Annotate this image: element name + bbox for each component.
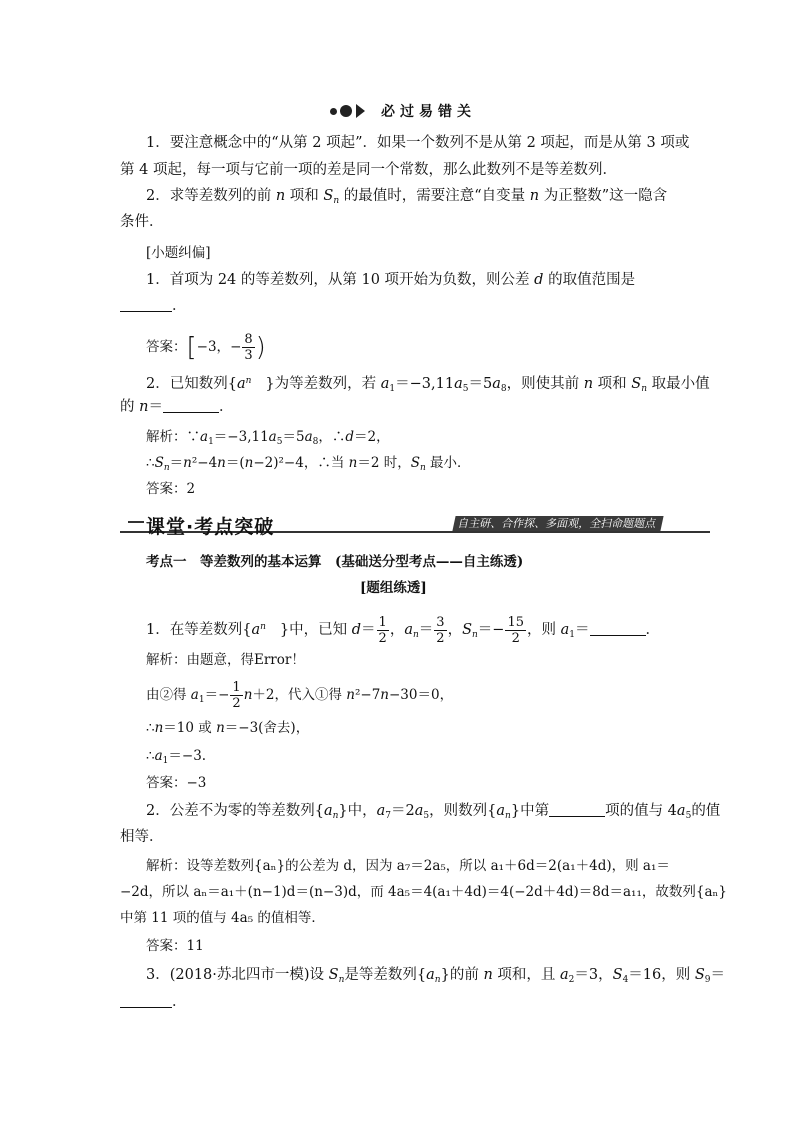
problem-1-solution-4: $\therefore a_1=-3$. bbox=[146, 748, 207, 766]
note-1-line-2: 第 4 项起，每一项与它前一项的差是同一个常数，那么此数列不是等差数列． bbox=[120, 162, 617, 178]
fraction bbox=[505, 615, 526, 646]
problem-1-solution-2: 由②得 $a_1=-$ $\frac{1}{2}$ n＋2，代入①得 n²−7n−30＝0， bbox=[146, 680, 454, 711]
text: 项和，且 bbox=[492, 967, 560, 983]
numerator: 1 bbox=[378, 614, 387, 630]
text: 的值 bbox=[691, 803, 721, 819]
fraction bbox=[377, 615, 389, 646]
problem-2-line-2: 相等． bbox=[120, 829, 164, 845]
text: ＝2 时， bbox=[357, 455, 411, 471]
text: ＝ bbox=[710, 967, 726, 983]
text: ＝10 或 bbox=[163, 720, 217, 736]
text: 的 bbox=[120, 399, 140, 415]
section-badge bbox=[330, 100, 482, 122]
text: ，则数列{ bbox=[429, 803, 497, 819]
topic-title: 考点一 等差数列的基本运算 (基础送分型考点——自主练透) bbox=[146, 554, 524, 570]
fraction bbox=[230, 680, 242, 711]
text: 3．(2018·苏北四市一模)设 bbox=[146, 967, 329, 983]
problem-3-line-2: ． bbox=[120, 992, 187, 1012]
text: ＝−3,11 bbox=[213, 429, 269, 445]
problem-1-solution-3: ∴n＝10 或 n＝−3(舍去)， bbox=[146, 720, 310, 736]
text: 2．求等差数列的前 bbox=[146, 188, 276, 204]
text: 是等差数列{ bbox=[344, 967, 427, 983]
text: }中，已知 bbox=[279, 622, 352, 638]
question-2-line-1: 2．已知数列{$a^n$ }为等差数列，若 $a_1=-3,11a_5=5a_8$，则使其前 n 项和 $S_n$ 取最小值 bbox=[146, 376, 710, 394]
denominator: 2 bbox=[436, 630, 445, 646]
problem-1-solution-1: 解析：由题意，得Error！ bbox=[146, 652, 305, 668]
text: }中第 bbox=[510, 803, 550, 819]
text: ＝( bbox=[225, 455, 245, 471]
numerator: 8 bbox=[244, 332, 253, 347]
text: ＝ bbox=[169, 455, 184, 471]
note-2-line-1: 2．求等差数列的前 n 项和 $S_n$ 的最值时，需要注意“自变量 n 为正整数”这一隐含 bbox=[146, 188, 668, 206]
text: 的取值范围是 bbox=[543, 272, 636, 288]
var-S: S bbox=[323, 188, 334, 204]
question-2-line-2: 的 n＝ ． bbox=[120, 399, 234, 415]
question-1 bbox=[146, 270, 635, 290]
answer-blank bbox=[163, 398, 219, 413]
badge-title: 必过易错关 bbox=[381, 104, 476, 120]
large-dot-icon bbox=[340, 105, 352, 117]
text: ＝− bbox=[477, 622, 505, 638]
small-dot-icon bbox=[330, 108, 337, 115]
text: ＝5 bbox=[468, 376, 493, 392]
text: ²−4 bbox=[191, 455, 218, 471]
numerator: 3 bbox=[436, 614, 445, 630]
small-header: [小题纠偏] bbox=[146, 245, 211, 261]
text: −30＝0， bbox=[389, 687, 454, 703]
text: ＋2，代入①得 bbox=[252, 687, 347, 703]
text: 项的值与 4 bbox=[605, 803, 677, 819]
problem-2-line-1: 2．公差不为零的等差数列$\{a_n\}$中，$a_7=2a_5$，则数列$\{a_n\}$中第 项的值与 $4a_5$的值 bbox=[146, 803, 721, 821]
text: ＝−3(舍去)， bbox=[224, 720, 310, 736]
banner-strip bbox=[128, 521, 144, 523]
section-banner bbox=[120, 512, 710, 538]
arrow-icon bbox=[356, 104, 365, 118]
text: ， bbox=[389, 622, 405, 638]
text: 的最值时，需要注意“自变量 bbox=[339, 188, 530, 204]
fraction bbox=[434, 615, 446, 646]
question-2-solution-2: $\therefore S_n=n^2-4n=(n-2)^2-4$，∴当 n＝2 时，$S_n$ 最小． bbox=[146, 455, 471, 473]
text: }的前 bbox=[440, 967, 484, 983]
var-n: n bbox=[275, 188, 286, 204]
var-n: n bbox=[529, 188, 540, 204]
text: ∴ bbox=[146, 720, 155, 736]
text: 1．在等差数列{ bbox=[146, 622, 252, 638]
text: 1．首项为 24 的等差数列，从第 10 项开始为负数，则公差 bbox=[146, 272, 535, 288]
text: ＝− bbox=[204, 687, 230, 703]
text: ∴ bbox=[146, 748, 155, 764]
text: ＝ bbox=[148, 399, 163, 415]
banner-tag: 自主研、合作探、多面观，全扫命题题点 bbox=[452, 516, 663, 531]
text: 由②得 bbox=[146, 687, 191, 703]
answer-blank bbox=[549, 802, 605, 817]
numerator: 15 bbox=[507, 614, 524, 630]
right-paren: ) bbox=[255, 332, 266, 363]
left-bracket: [ bbox=[186, 332, 197, 363]
text: ＝−3. bbox=[168, 748, 207, 764]
text: 项和 bbox=[593, 376, 632, 392]
text: 为正整数”这一隐含 bbox=[539, 188, 668, 204]
text: ²−7 bbox=[354, 687, 381, 703]
problem-1: 1．在等差数列{$a^n$ }中，已知 d＝ $\frac{1}{2}$ ，$a_n=$ $\frac{3}{2}$ ，$S_n=-$ $\frac{15}{2}$ ，则 $a_1=$ ． bbox=[146, 614, 660, 646]
fraction bbox=[242, 332, 254, 363]
text: ＝2 bbox=[391, 803, 415, 819]
question-1-blank: ． bbox=[120, 296, 187, 316]
text: ＝ bbox=[418, 622, 434, 638]
text: ，∴ bbox=[318, 429, 346, 445]
text: ＝3， bbox=[574, 967, 613, 983]
text: ＝16，则 bbox=[628, 967, 695, 983]
text: 取最小值 bbox=[647, 376, 710, 392]
topic-subtitle: [题组练透] bbox=[360, 580, 427, 596]
problem-2-solution-2: −2d，所以 aₙ＝a₁＋(n−1)d＝(n−3)d，而 4a₅＝4(a₁＋4d)＝4(−2d＋4d)＝8d＝a₁₁，故数列{aₙ} bbox=[120, 884, 727, 900]
text: ，则 bbox=[527, 622, 561, 638]
question-1-answer bbox=[146, 332, 266, 363]
denominator: 2 bbox=[378, 630, 387, 646]
answer-blank bbox=[590, 621, 646, 636]
text: ＝ bbox=[575, 622, 590, 638]
denominator: 2 bbox=[511, 630, 520, 646]
text: ＝5 bbox=[282, 429, 305, 445]
text: −3， bbox=[196, 339, 231, 355]
text: 2．公差不为零的等差数列{ bbox=[146, 803, 324, 819]
note-2-line-2: 条件． bbox=[120, 214, 164, 230]
text: ＝2， bbox=[354, 429, 390, 445]
problem-1-answer: 答案：−3 bbox=[146, 775, 207, 791]
text: ＝−3,11 bbox=[395, 376, 455, 392]
denominator: 2 bbox=[232, 696, 241, 711]
problem-2-answer: 答案：11 bbox=[146, 938, 204, 954]
note-1-line-1: 1．要注意概念中的“从第 2 项起”．如果一个数列不是从第 2 项起，而是从第 3 项或 bbox=[146, 135, 690, 151]
var-d: d bbox=[534, 272, 544, 288]
text: − bbox=[230, 339, 242, 355]
text: ，则使其前 bbox=[506, 376, 584, 392]
text: ＝ bbox=[361, 622, 376, 638]
text: 最小． bbox=[425, 455, 471, 471]
text: ， bbox=[447, 622, 463, 638]
text: }为等差数列，若 bbox=[265, 376, 381, 392]
solution-label: 解析： bbox=[146, 429, 187, 445]
problem-2-solution-1: 解析：设等差数列{aₙ}的公差为 d，因为 a₇＝2a₅，所以 a₁＋6d＝2(a₁＋4d)，则 a₁＝ bbox=[146, 858, 670, 874]
answer-blank bbox=[120, 297, 172, 312]
text: ∵ bbox=[186, 429, 200, 445]
numerator: 1 bbox=[232, 680, 241, 695]
answer-blank bbox=[120, 993, 172, 1008]
problem-3-line-1: 3．(2018·苏北四市一模)设 $S_n$是等差数列$\{a_n\}$的前 n 项和，且 $a_2=3$，$S_4=16$，则 $S_9=$ bbox=[146, 967, 726, 985]
question-2-answer: 答案：2 bbox=[146, 481, 196, 497]
text: −2)²−4，∴当 bbox=[253, 455, 349, 471]
banner-title: 课堂·考点突破 bbox=[146, 516, 275, 538]
text: 2．已知数列{ bbox=[146, 376, 237, 392]
problem-2-solution-3: 中第 11 项的值与 4a₅ 的值相等． bbox=[120, 910, 325, 926]
text: }中， bbox=[338, 803, 377, 819]
text: 项和 bbox=[285, 188, 324, 204]
denominator: 3 bbox=[244, 348, 253, 363]
text: ∴ bbox=[146, 455, 155, 471]
question-2-solution-1: 解析：$\because a_1=-3,11a_5=5a_8$，∴d＝2， bbox=[146, 429, 390, 447]
answer-label: 答案： bbox=[146, 339, 187, 355]
